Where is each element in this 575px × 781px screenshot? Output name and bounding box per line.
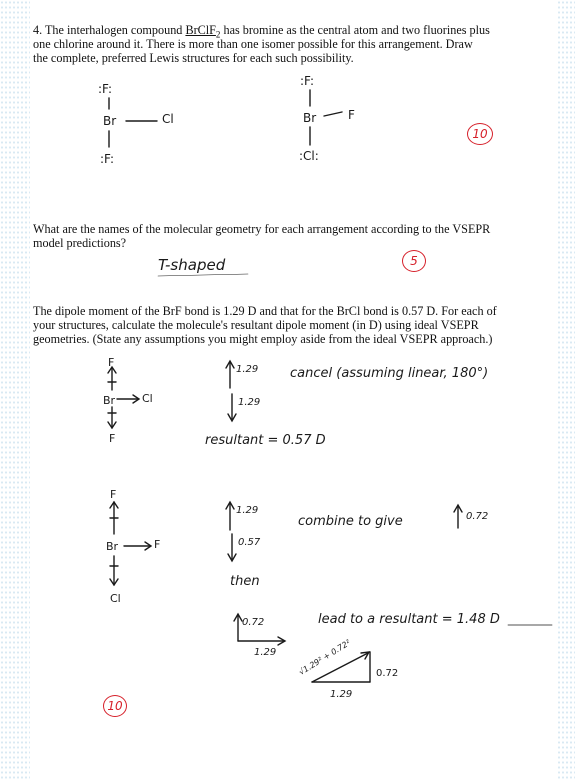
w1-down-value: 1.29 — [238, 397, 261, 408]
w1-resultant: resultant = 0.57 D — [205, 433, 326, 448]
question-4-line2: one chlorine around it. There is more than one isomer possible for this arrangement. Draw — [33, 37, 473, 51]
w1-up-value: 1.29 — [236, 364, 259, 375]
scan-speckle-right — [557, 0, 575, 781]
dipole-question-line1: The dipole moment of the BrF bond is 1.29 D and that for the BrCl bond is 0.57 D. For each of — [33, 304, 497, 318]
dipole-question-line2: your structures, calculate the molecule's resultant dipole moment (in D) using ideal VSEPR — [33, 318, 479, 332]
w1-note: cancel (assuming linear, 180°) — [290, 366, 489, 381]
w2-right-f: F — [154, 538, 161, 551]
w2-triangle-base: 1.29 — [330, 689, 353, 700]
w2-vec-right-value: 1.29 — [254, 647, 277, 658]
s2-bond-right — [324, 112, 342, 116]
formula: BrClF — [185, 23, 216, 37]
w2-combine: combine to give — [298, 514, 403, 529]
geometry-question-line1: What are the names of the molecular geometry for each arrangement according to the VSEPR — [33, 222, 491, 236]
w2-then: then — [230, 574, 260, 589]
w1-br: Br — [103, 394, 116, 407]
geometry-underline — [158, 274, 248, 276]
w2-down-value: 0.57 — [238, 537, 261, 548]
w2-br: Br — [106, 540, 119, 553]
w2-bottom-cl: Cl — [110, 592, 121, 605]
s2-fluorine-right: F — [348, 108, 355, 122]
w1-bottom-f: F — [109, 432, 116, 445]
s2-top-fluorine: :F: — [300, 74, 315, 88]
w2-top-f: F — [110, 488, 117, 501]
w2-vec-up-value: 0.72 — [242, 617, 265, 628]
w2-lead: lead to a resultant = 1.48 D — [318, 612, 500, 627]
score-geometry: 5 — [402, 250, 426, 272]
s1-bromine: Br — [103, 114, 117, 128]
question-4-line1: 4. The interhalogen compound BrClF$_2$ has bromine as the central atom and two fluorines plus — [33, 23, 490, 40]
s1-bottom-fluorine: :F: — [100, 152, 115, 166]
scan-speckle-left — [0, 0, 30, 781]
s1-chlorine: Cl — [162, 112, 174, 126]
w2-combine-value: 0.72 — [466, 511, 489, 522]
question-4-line3: the complete, preferred Lewis structures for each such possibility. — [33, 51, 354, 65]
dipole-question-line3: geometries. (State any assumptions you might employ aside from the ideal VSEPR approach.) — [33, 332, 493, 346]
w2-triangle-side: 0.72 — [376, 668, 399, 679]
s1-top-fluorine: :F: — [98, 82, 113, 96]
geometry-question-line2: model predictions? — [33, 236, 127, 250]
s2-bromine: Br — [303, 111, 317, 125]
w1-top-f: F — [108, 356, 115, 369]
w2-up-value: 1.29 — [236, 505, 259, 516]
w2-triangle-hyp: √1.29² + 0.72² — [297, 638, 352, 677]
w1-cl: Cl — [142, 392, 153, 405]
score-lewis: 10 — [467, 123, 493, 145]
geometry-answer: T-shaped — [158, 256, 226, 274]
s2-chlorine: :Cl: — [299, 149, 319, 163]
score-dipole: 10 — [103, 695, 127, 717]
